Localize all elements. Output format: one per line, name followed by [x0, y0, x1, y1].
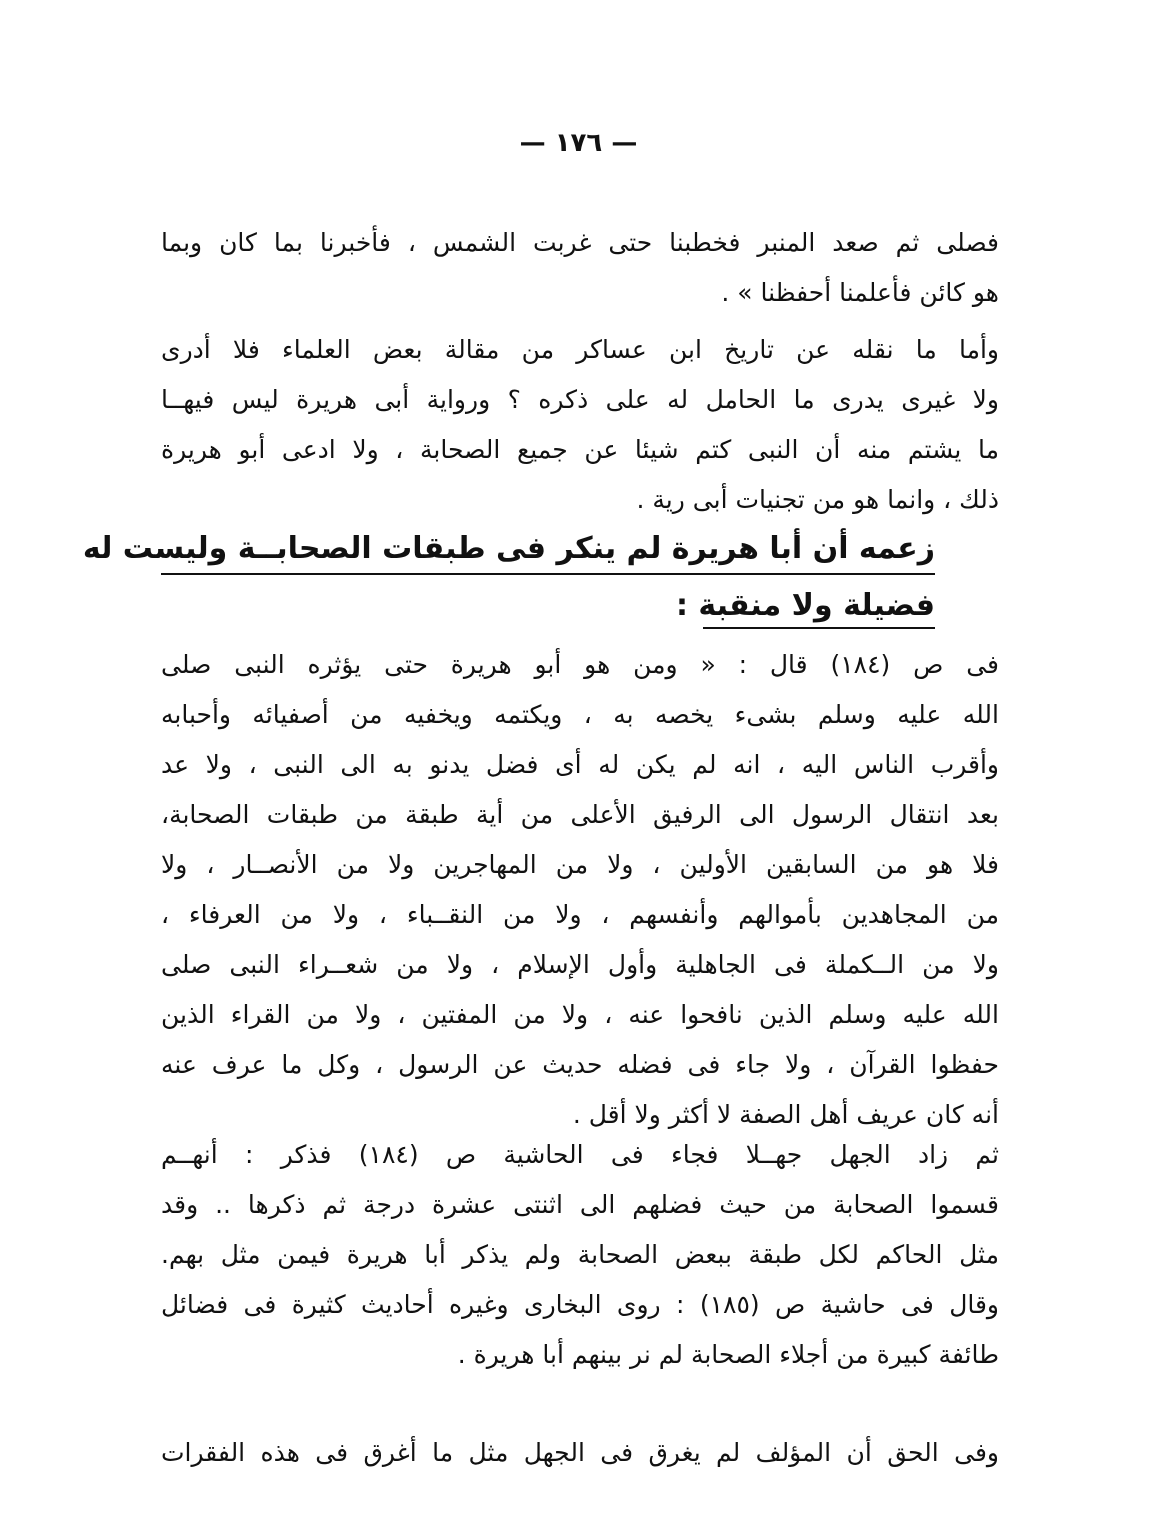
heading-line-2: فضيلة ولا منقبة :: [675, 588, 935, 623]
text-line: وأما ما نقله عن تاريخ ابن عساكر من مقالة بعض العلماء فلا أدرى: [161, 335, 999, 364]
text-line: قسموا الصحابة من حيث فضلهم الى اثنتى عشرة درجة ثم ذكرها .. وقد: [161, 1190, 999, 1219]
paragraph-2: [161, 325, 999, 525]
text-line: حفظوا القرآن ، ولا جاء فى فضله حديث عن الرسول ، وكل ما عرف عنه: [161, 1050, 999, 1079]
text-line: ثم زاد الجهل جهــلا فجاء فى الحاشية ص (١٨٤) فذكر : أنهــم: [161, 1140, 1000, 1169]
text-line: وقال فى حاشية ص (١٨٥) : روى البخارى وغيره أحاديث كثيرة فى فضائل: [161, 1290, 1000, 1319]
text-line: طائفة كبيرة من أجلاء الصحابة لم نر بينهم أبا هريرة .: [457, 1340, 999, 1369]
text-line: ما يشتم منه أن النبى كتم شيئا عن جميع الصحابة ، ولا ادعى أبو هريرة: [161, 435, 999, 464]
text-line: مثل الحاكم لكل طبقة ببعض الصحابة ولم يذكر أبا هريرة فيمن مثل بهم.: [161, 1240, 999, 1269]
text-line: ذلك ، وانما هو من تجنيات أبى رية .: [636, 485, 999, 514]
text-line: الله عليه وسلم الذين نافحوا عنه ، ولا من المفتين ، ولا من القراء الذين: [161, 1000, 999, 1029]
paragraph-3: [161, 640, 999, 1140]
text-line: فلا هو من السابقين الأولين ، ولا من المهاجرين ولا من الأنصــار ، ولا: [161, 850, 999, 879]
text-line: ولا غيرى يدرى ما الحامل له على ذكره ؟ ورواية أبى هريرة ليس فيهــا: [161, 385, 999, 414]
paragraph-5: [161, 1428, 999, 1478]
text-line: من المجاهدين بأموالهم وأنفسهم ، ولا من النقــباء ، ولا من العرفاء ،: [161, 900, 999, 929]
page-number: — ١٧٦ —: [519, 128, 638, 158]
text-line: ولا من الــكملة فى الجاهلية وأول الإسلام ، ولا من شعــراء النبى صلى: [161, 950, 999, 979]
text-line: أنه كان عريف أهل الصفة لا أكثر ولا أقل .: [572, 1100, 999, 1129]
paragraph-4: [161, 1130, 999, 1380]
heading-underline-1: [161, 573, 935, 575]
text-line: الله عليه وسلم بشىء يخصه به ، ويكتمه ويخفيه من أصفيائه وأحبابه: [161, 700, 999, 729]
text-line: بعد انتقال الرسول الى الرفيق الأعلى من أية طبقة من طبقات الصحابة،: [161, 800, 999, 829]
paragraph-1: [161, 218, 999, 318]
text-line: فى ص (١٨٤) قال : « ومن هو أبو هريرة حتى يؤثره النبى صلى: [161, 650, 999, 679]
text-line: فصلى ثم صعد المنبر فخطبنا حتى غربت الشمس ، فأخبرنا بما كان وبما: [161, 228, 999, 257]
text-line: وأقرب الناس اليه ، انه لم يكن له أى فضل يدنو به الى النبى ، ولا عد: [161, 750, 999, 779]
heading-underline-2: [703, 627, 935, 629]
text-line: هو كائن فأعلمنا أحفظنا » .: [721, 278, 999, 307]
text-line: وفى الحق أن المؤلف لم يغرق فى الجهل مثل ما أغرق فى هذه الفقرات: [161, 1438, 999, 1467]
heading-line-1: زعمه أن أبا هريرة لم ينكر فى طبقات الصحابــة وليست له: [82, 531, 935, 566]
